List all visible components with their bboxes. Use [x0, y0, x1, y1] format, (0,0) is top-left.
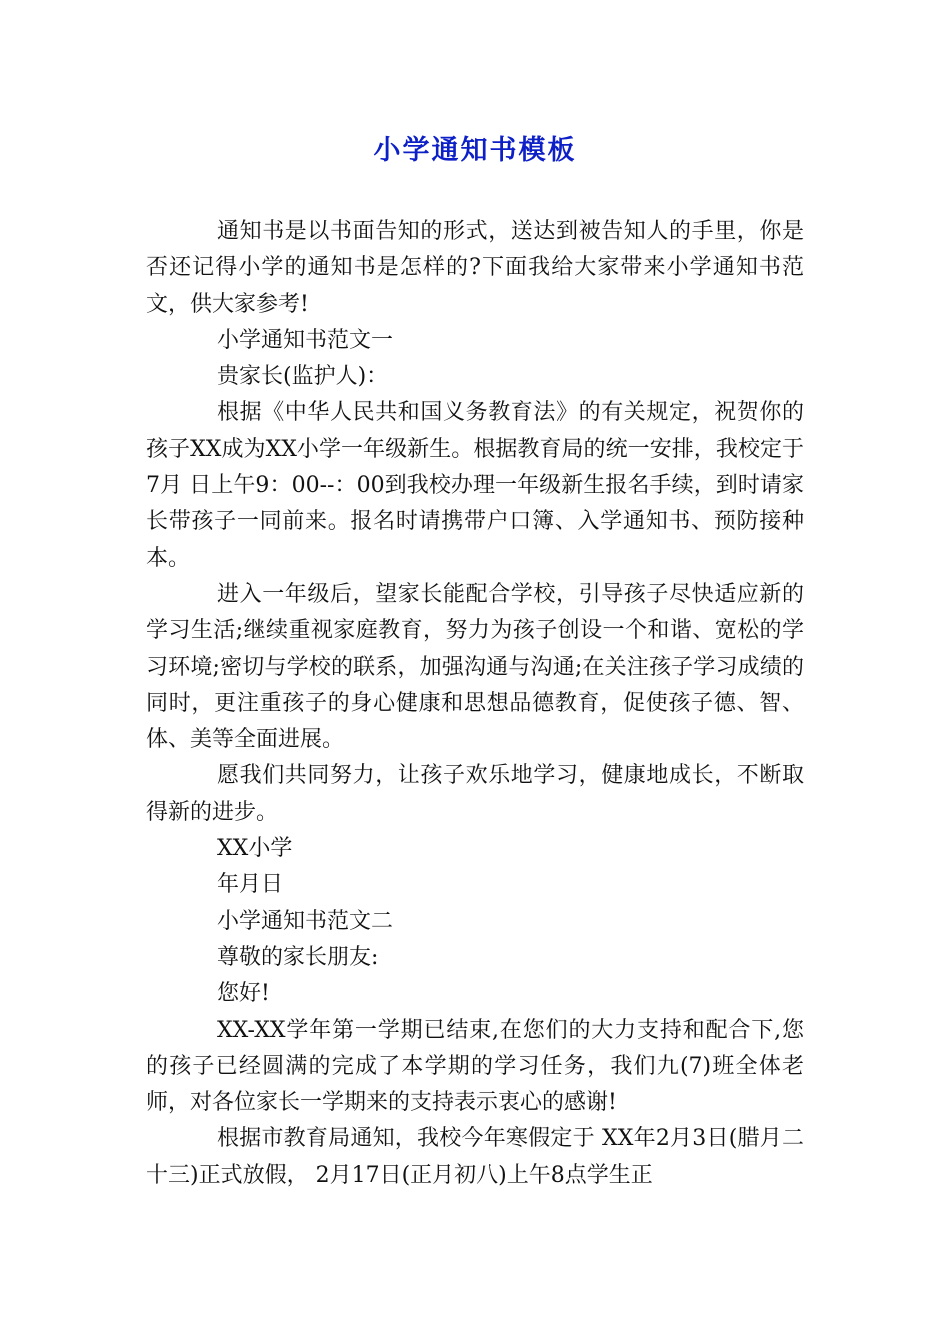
sample-one-paragraph: 进入一年级后，望家长能配合学校，引导孩子尽快适应新的学习生活;继续重视家庭教育，努力为孩子创设一个和谐、宽松的学习环境;密切与学校的联系，加强沟通与沟通;在关注孩子学习成绩的同时，更注重孩子的身心健康和思想品德教育，促使孩子德、智、体、美等全面进展。: [146, 581, 804, 753]
sample-one-date: 年月日: [217, 872, 284, 898]
sample-one-heading: 小学通知书范文一: [217, 327, 394, 353]
sample-two-salutation: 尊敬的家长朋友:: [217, 944, 379, 970]
document-title: 小学通知书模板: [373, 135, 577, 166]
sample-one-paragraph: 根据《中华人民共和国义务教育法》的有关规定，祝贺你的孩子XX成为XX小学一年级新生。根据教育局的统一安排，我校定于7月 日上午9：00--：00到我校办理一年级新生报名手续，到时请家长带孩子一同前来。报名时请携带户口簿、入学通知书、预防接种本。: [146, 400, 804, 571]
document-body: [146, 214, 804, 1194]
sample-two-paragraph: XX-XX学年第一学期已结束,在您们的大力支持和配合下,您的孩子已经圆满的完成了本学期的学习任务，我们九(7)班全体老师，对各位家长一学期来的支持表示衷心的感谢!: [146, 1017, 804, 1116]
sample-two-greeting: 您好!: [217, 981, 270, 1007]
sample-two-paragraph: 根据市教育局通知，我校今年寒假定于 XX年2月3日(腊月二十三)正式放假， 2月17日(正月初八)上午8点学生正: [146, 1126, 804, 1188]
intro-paragraph: 通知书是以书面告知的形式，送达到被告知人的手里，你是否还记得小学的通知书是怎样的?下面我给大家带来小学通知书范文，供大家参考!: [146, 219, 804, 317]
sample-two-heading: 小学通知书范文二: [217, 908, 394, 934]
sample-one-salutation: 贵家长(监护人)：: [217, 364, 389, 390]
sample-one-paragraph: 愿我们共同努力，让孩子欢乐地学习，健康地成长，不断取得新的进步。: [146, 763, 804, 825]
sample-one-signature: XX小学: [217, 836, 293, 862]
